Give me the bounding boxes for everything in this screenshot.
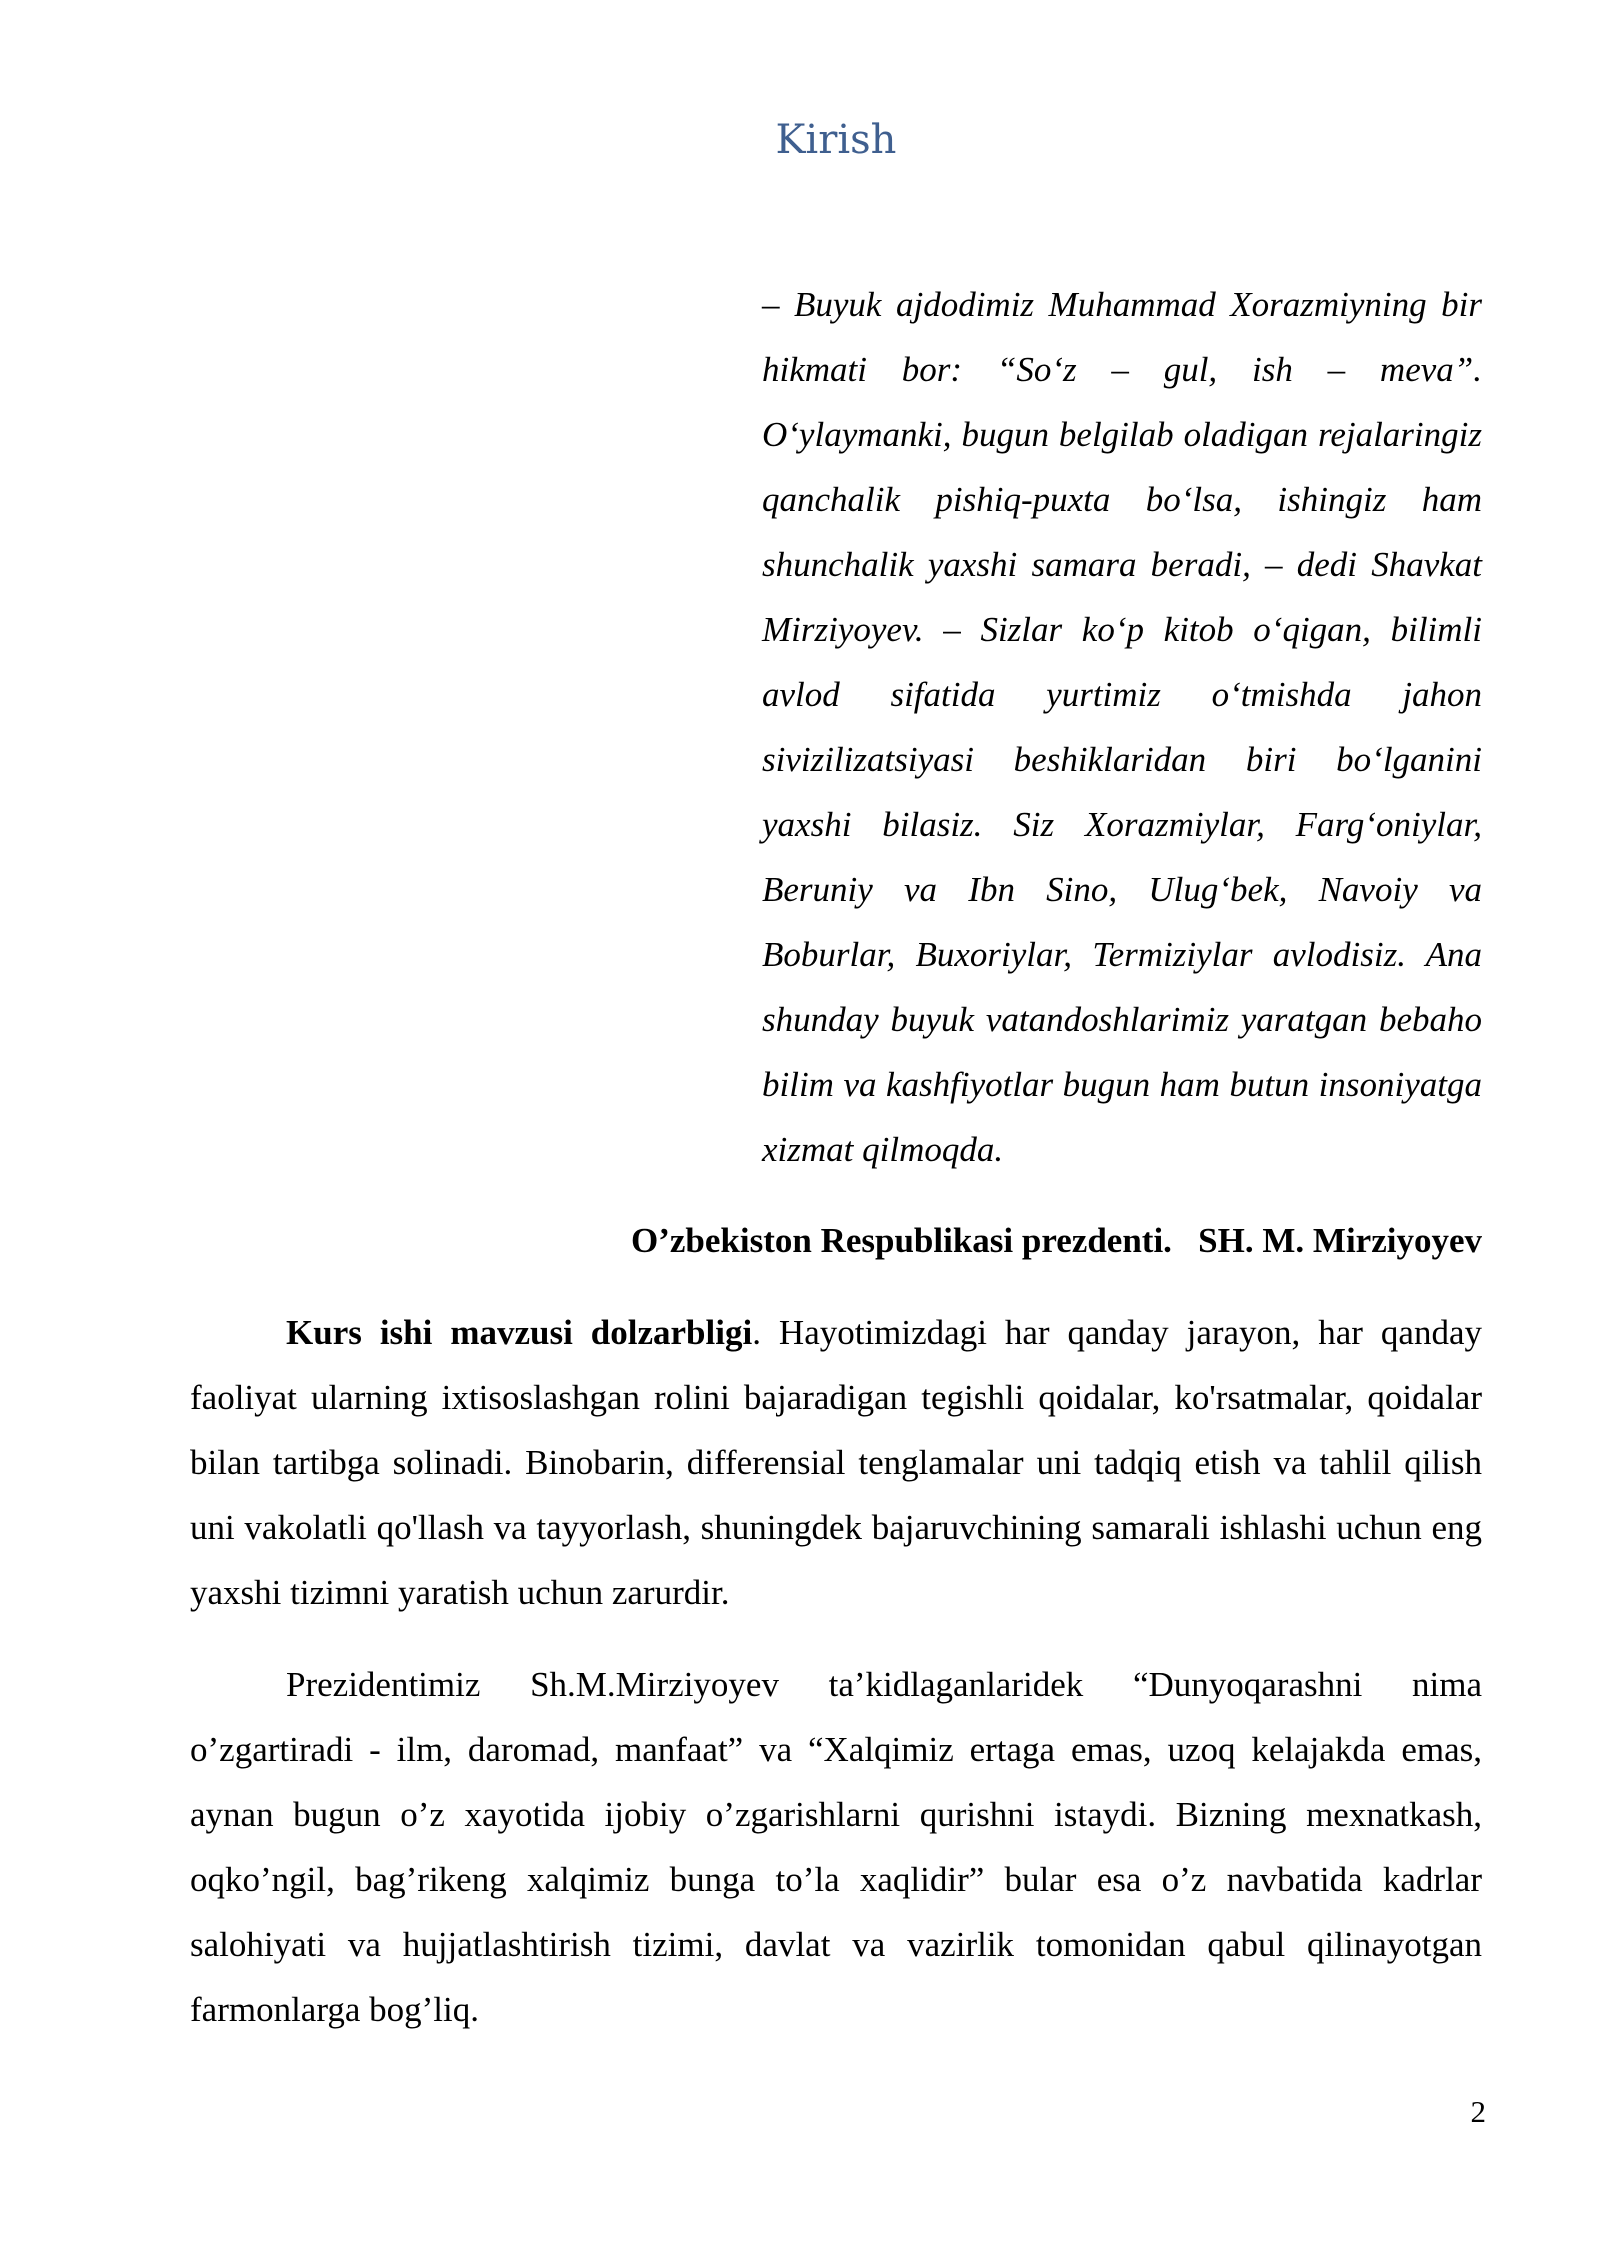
- paragraph-lead-term: Kurs ishi mavzusi dolzarbligi: [286, 1313, 753, 1352]
- paragraph-relevance: [190, 1300, 1482, 1625]
- epigraph-quote: – Buyuk ajdodimiz Muhammad Xorazmiyning bir hikmati bor: “So‘z – gul, ish – meva”. O‘ylaymanki, bugun belgilab oladigan rejalaringiz qanchalik pishiq-puxta bo‘lsa, ishingiz ham shunchalik yaxshi samara beradi, – dedi Shavkat Mirziyoyev. – Sizlar ko‘p kitob o‘qigan, bilimli avlod sifatida yurtimiz o‘tmishda jahon sivizilizatsiyasi beshiklaridan biri bo‘lganini yaxshi bilasiz. Siz Xorazmiylar, Farg‘oniylar, Beruniy va Ibn Sino, Ulug‘bek, Navoiy va Boburlar, Buxoriylar, Termiziylar avlodisiz. Ana shunday buyuk vatandoshlarimiz yaratgan bebaho bilim va kashfiyotlar bugun ham butun insoniyatga xizmat qilmoqda.: [762, 285, 1482, 1169]
- paragraph-relevance-body: . Hayotimizdagi har qanday jarayon, har qanday faoliyat ularning ixtisoslashgan rolini bajaradigan tegishli qoidalar, ko'rsatmalar, qoidalar bilan tartibga solinadi. Binobarin, differensial tenglamalar uni tadqiq etish va tahlil qilish uni vakolatli qo'llash va tayyorlash, shuningdek bajaruvchining samarali ishlashi uchun eng yaxshi tizimni yaratish uchun zarurdir.: [190, 1313, 1483, 1612]
- section-heading: Kirish: [775, 117, 897, 163]
- epigraph-attribution: O’zbekiston Respublikasi prezdenti. SH. M. Mirziyoyev: [630, 1221, 1482, 1260]
- page-number: 2: [1470, 2094, 1486, 2129]
- paragraph-president-quote: Prezidentimiz Sh.M.Mirziyoyev ta’kidlaganlaridek “Dunyoqarashni nima o’zgartiradi - ilm, daromad, manfaat” va “Xalqimiz ertaga emas, uzoq kelajakda emas, aynan bugun o’z xayotida ijobiy o’zgarishlarni qurishni istaydi. Bizning mexnatkash, oqko’ngil, bag’rikeng xalqimiz bunga to’la xaqlidir” bular esa o’z navbatida kadrlar salohiyati va hujjatlashtirish tizimi, davlat va vazirlik tomonidan qabul qilinayotgan farmonlarga bog’liq.: [190, 1665, 1482, 2029]
